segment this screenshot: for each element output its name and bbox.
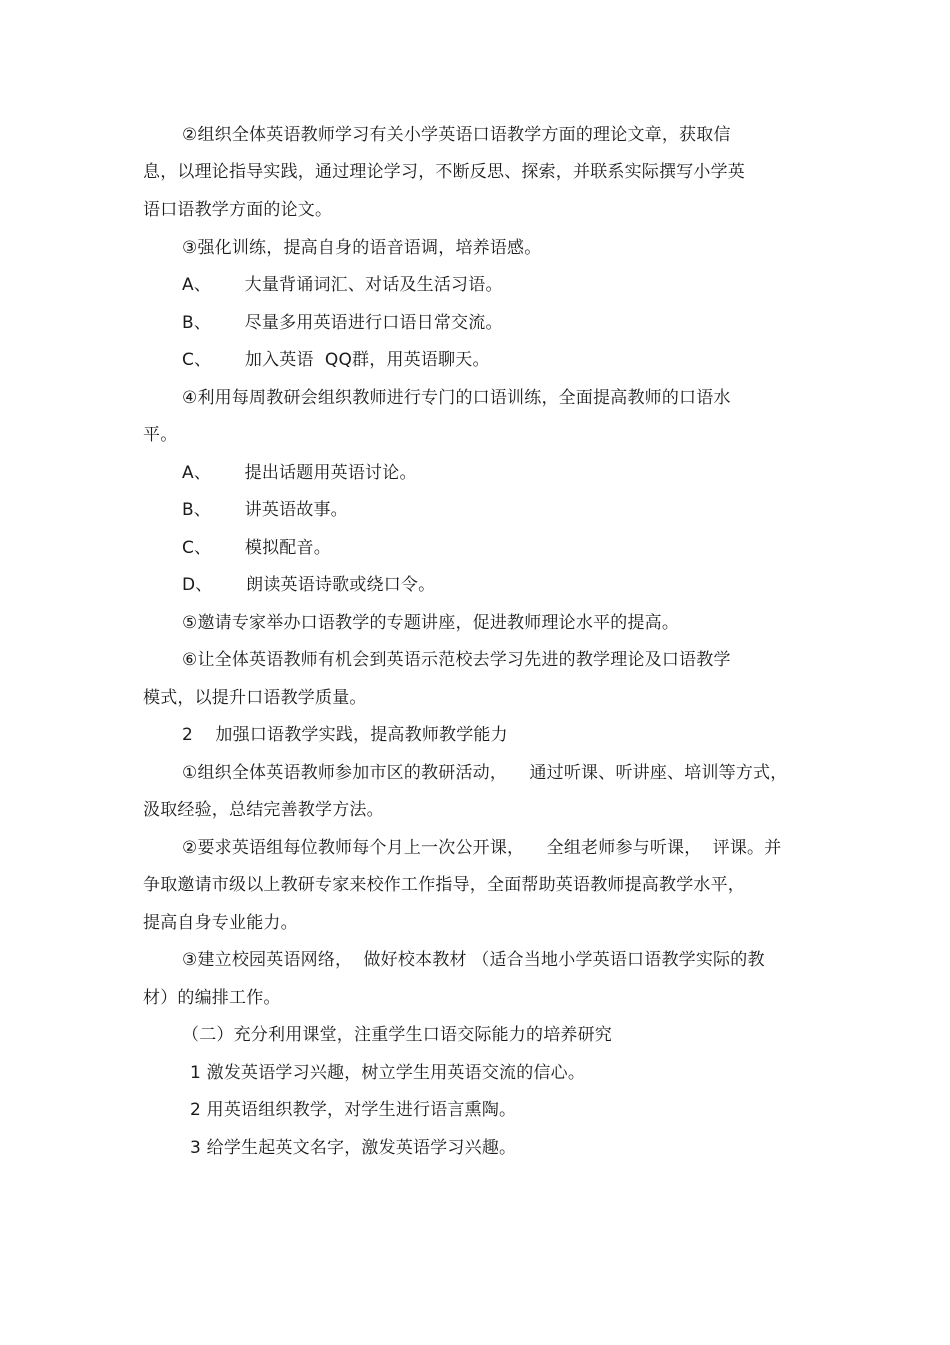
list-item: C、 加入英语 QQ群，用英语聊天。 — [182, 350, 490, 370]
list-item: D、 朗读英语诗歌或绕口令。 — [182, 575, 436, 595]
list-item: A、 提出话题用英语讨论。 — [182, 463, 417, 483]
text-line: 息，以理论指导实践，通过理论学习，不断反思、探索，并联系实际撰写小学英 — [143, 162, 745, 182]
section-heading: （二）充分利用课堂，注重学生口语交际能力的培养研究 — [182, 1025, 612, 1045]
text-line: ②要求英语组每位教师每个月上一次公开课， 全组老师参与听课， 评课。并 — [182, 838, 782, 858]
text-line: 平。 — [143, 425, 178, 445]
list-item: 2 用英语组织教学，对学生进行语言熏陶。 — [190, 1100, 517, 1120]
text-line: ④利用每周教研会组织教师进行专门的口语训练，全面提高教师的口语水 — [182, 388, 731, 408]
text-line: ③建立校园英语网络， 做好校本教材 （适合当地小学英语口语教学实际的教 — [182, 950, 765, 970]
text-line: ①组织全体英语教师参加市区的教研活动， 通过听课、听讲座、培训等方式， — [182, 763, 788, 783]
list-item: B、 讲英语故事。 — [182, 500, 348, 520]
text-line: 模式，以提升口语教学质量。 — [143, 688, 367, 708]
list-item: 1 激发英语学习兴趣，树立学生用英语交流的信心。 — [190, 1063, 586, 1083]
text-line: 提高自身专业能力。 — [143, 913, 298, 933]
text-line: ②组织全体英语教师学习有关小学英语口语教学方面的理论文章，获取信 — [182, 125, 731, 145]
text-line: 汲取经验，总结完善教学方法。 — [143, 800, 384, 820]
text-line: ⑤邀请专家举办口语教学的专题讲座，促进教师理论水平的提高。 — [182, 613, 680, 633]
list-item: B、 尽量多用英语进行口语日常交流。 — [182, 313, 503, 333]
list-item: 3 给学生起英文名字，激发英语学习兴趣。 — [190, 1138, 517, 1158]
list-item: A、 大量背诵词汇、对话及生活习语。 — [182, 275, 503, 295]
list-item: C、 模拟配音。 — [182, 538, 331, 558]
text-line: ⑥让全体英语教师有机会到英语示范校去学习先进的教学理论及口语教学 — [182, 650, 731, 670]
text-line: ③强化训练，提高自身的语音语调，培养语感。 — [182, 238, 542, 258]
text-line: 语口语教学方面的论文。 — [143, 200, 333, 220]
text-line: 材）的编排工作。 — [143, 988, 281, 1008]
section-heading: 2 加强口语教学实践，提高教师教学能力 — [182, 725, 508, 745]
text-line: 争取邀请市级以上教研专家来校作工作指导，全面帮助英语教师提高教学水平， — [143, 875, 745, 895]
